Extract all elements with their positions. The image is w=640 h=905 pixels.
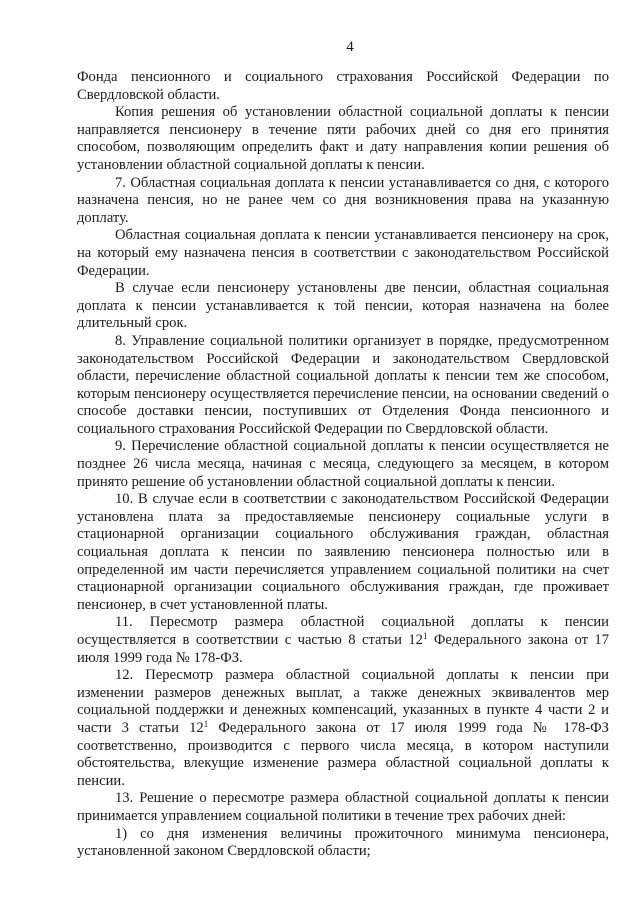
document-body bbox=[77, 69, 609, 861]
paragraph bbox=[77, 333, 609, 439]
paragraph-text: 13. Решение о пересмотре размера областной социальной доплаты к пенсии принимается управлением социальной политики в течение трех рабочих дней: bbox=[77, 790, 609, 824]
paragraph-text-tail: Федерального закона от 17 июля 1999 года № 178-ФЗ. bbox=[77, 632, 609, 666]
paragraph-text-tail: Федерального закона от 17 июля 1999 года № 178-ФЗ соответственно, производится с первого числа месяца, в котором наступили обстоятельства, влекущие изменение размера областной социальной доплаты к пенсии. bbox=[77, 719, 609, 789]
paragraph bbox=[77, 438, 609, 491]
paragraph-text: 11. Пересмотр размера областной социальной доплаты к пенсии осуществляется в соответствии с частью 8 статьи 12 bbox=[77, 614, 609, 648]
paragraph-text: 7. Областная социальная доплата к пенсии устанавливается со дня, с которого назначена пенсия, но не ранее чем со дня возникновения права на указанную доплату. bbox=[77, 174, 609, 226]
document-page bbox=[77, 38, 609, 861]
paragraph bbox=[77, 790, 609, 825]
paragraph-text: Копия решения об установлении областной социальной доплаты к пенсии направляется пенсионеру в течение пяти рабочих дней со дня его принятия способом, позволяющим определить факт и дату направления копии решения об установлении областной социальной доплаты к пенсии. bbox=[77, 104, 609, 173]
paragraph bbox=[77, 104, 609, 174]
paragraph-text: 10. В случае если в соответствии с законодательством Российской Федерации установлена плата за предоставляемые пенсионеру социальные услуги в стационарной организации социального обслуживания граждан, областная социальная доплата к пенсии по заявлению пенсионера полностью или в определенной им части перечисляется управлением социальной политики на счет стационарной организации социального обслуживания граждан, где проживает пенсионер, в счет установленной платы. bbox=[77, 491, 609, 613]
paragraph bbox=[77, 69, 609, 104]
superscript: 1 bbox=[422, 631, 428, 641]
paragraph-text: 8. Управление социальной политики организует в порядке, предусмотренном законодательством Российской Федерации и законодательством Свердловской области, перечисление областной социальной доплаты к пенсии тем же способом, которым пенсионеру осуществляется перечисление пенсии, на основании сведений о способе доставки пенсии, поступивших от Отделения Фонда пенсионного и социального страхования Российской Федерации по Свердловской области. bbox=[77, 332, 609, 437]
paragraph bbox=[77, 280, 609, 333]
paragraph-text: Областная социальная доплата к пенсии устанавливается пенсионеру на срок, на который ему назначена пенсия в соответствии с законодательством Российской Федерации. bbox=[77, 227, 609, 279]
paragraph-text: Фонда пенсионного и социального страхования Российской Федерации по Свердловской области. bbox=[77, 69, 609, 103]
paragraph-text: 9. Перечисление областной социальной доплаты к пенсии осуществляется не позднее 26 числа месяца, начиная с месяца, следующего за месяцем, в котором принято решение об установлении областной социальной доплаты к пенсии. bbox=[77, 438, 609, 490]
paragraph bbox=[77, 614, 609, 667]
paragraph bbox=[77, 175, 609, 228]
paragraph bbox=[77, 667, 609, 790]
paragraph-text: 12. Пересмотр размера областной социальной доплаты к пенсии при изменении размеров денежных выплат, а также денежных эквивалентов мер социальной поддержки и денежных компенсаций, указанных в пункте 4 части 2 и части 3 статьи 12 bbox=[77, 667, 609, 736]
superscript: 1 bbox=[203, 718, 209, 729]
paragraph bbox=[77, 826, 609, 861]
page-number: 4 bbox=[346, 39, 354, 55]
paragraph bbox=[77, 491, 609, 614]
paragraph-text: 1) со дня изменения величины прожиточного минимума пенсионера, установленной законом Свердловской области; bbox=[77, 825, 609, 860]
paragraph bbox=[77, 227, 609, 280]
paragraph-text: В случае если пенсионеру установлены две пенсии, областная социальная доплата к пенсии устанавливается к той пенсии, которая назначена на более длительный срок. bbox=[77, 280, 609, 332]
